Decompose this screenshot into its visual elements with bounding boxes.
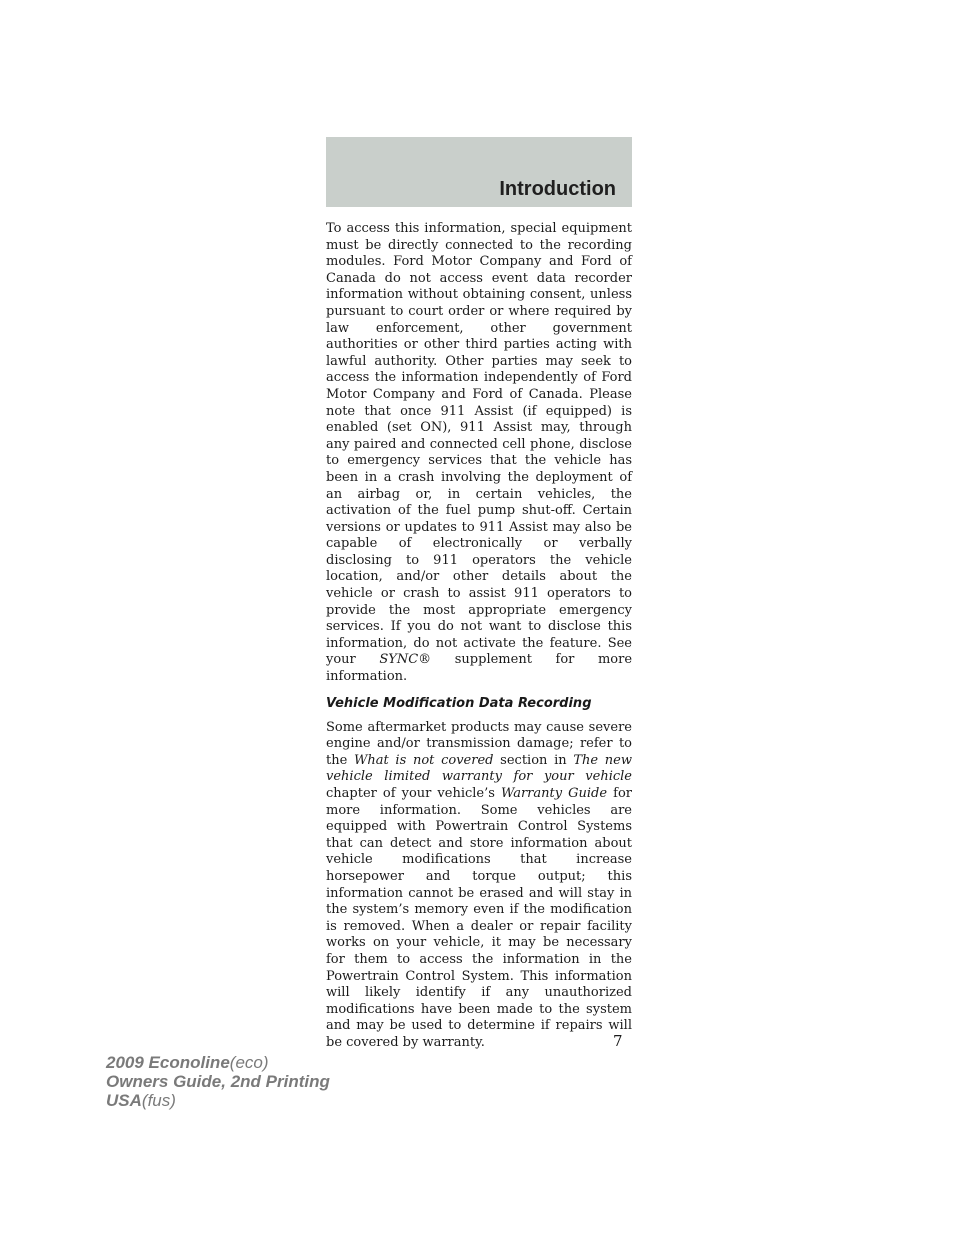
chapter-header-band	[326, 137, 632, 207]
footer-line-2: Owners Guide, 2nd Printing	[106, 1072, 330, 1091]
footer-market-code: (fus)	[141, 1091, 176, 1110]
paragraph-2-part-4: for more information. Some vehicles are equipped with Powertrain Control Systems that can detect and store information about vehicle modifications that increase horsepower and torque output; this information cannot be erased and will stay in the system’s memory even if the modification is removed. When a dealer or repair facility works on your vehicle, it may be necessary for them to access the information in the Powertrain Control System. This information will likely identify if any unauthorized modifications have been made to the system and may be used to determine if repairs will be covered by warranty.	[326, 786, 632, 1050]
paragraph-2-part-1: Some aftermarket products may cause severe engine and/or transmission damage; refer to the	[326, 719, 632, 768]
section-title: Introduction	[499, 178, 616, 200]
sync-reference: SYNC®	[379, 652, 432, 668]
paragraph-vehicle-modification	[326, 720, 632, 1052]
subheading-vehicle-modification: Vehicle Modification Data Recording	[326, 695, 592, 711]
paragraph-event-data-access	[326, 221, 632, 686]
paragraph-1-text: To access this information, special equipment must be directly connected to the recording modules. Ford Motor Company and Ford of Canada do not access event data recorder information without obtaining consent, unless pursuant to court order or where required by law enforcement, other government authorities or other third parties acting with lawful authority. Other parties may seek to access the information independently of Ford Motor Company and Ford of Canada. Please note that once 911 Assist (if equipped) is enabled (set ON), 911 Assist may, through any paired and connected cell phone, disclose to emergency services that the vehicle has been in a crash involving the deployment of an airbag or, in certain vehicles, the activation of the fuel pump shut-off. Certain versions or updates to 911 Assist may also be capable of electronically or verbally disclosing to 911 operators the vehicle location, and/or other details about the vehicle or crash to assist 911 operators to provide the most appropriate emergency services. If you do not want to disclose this information, do not activate the feature. See your	[326, 221, 632, 668]
page-content	[326, 221, 632, 1052]
reference-what-is-not-covered: What is not covered	[354, 752, 494, 768]
reference-warranty-guide: Warranty Guide	[500, 786, 608, 801]
footer-model: 2009 Econoline	[106, 1053, 230, 1072]
footer-model-code: (eco)	[229, 1053, 269, 1072]
footer-market: USA	[106, 1091, 142, 1110]
paragraph-2-part-3: chapter of your vehicle’s	[326, 786, 501, 801]
page-number: 7	[613, 1032, 623, 1050]
paragraph-2-part-2: section in	[493, 752, 574, 768]
document-footer	[106, 1053, 330, 1110]
reference-warranty-chapter: The new vehicle limited warranty for your vehicle	[326, 752, 632, 785]
footer-line-1	[106, 1053, 330, 1072]
footer-line-3	[106, 1091, 330, 1110]
paragraph-1-tail: supplement for more information.	[326, 652, 633, 685]
